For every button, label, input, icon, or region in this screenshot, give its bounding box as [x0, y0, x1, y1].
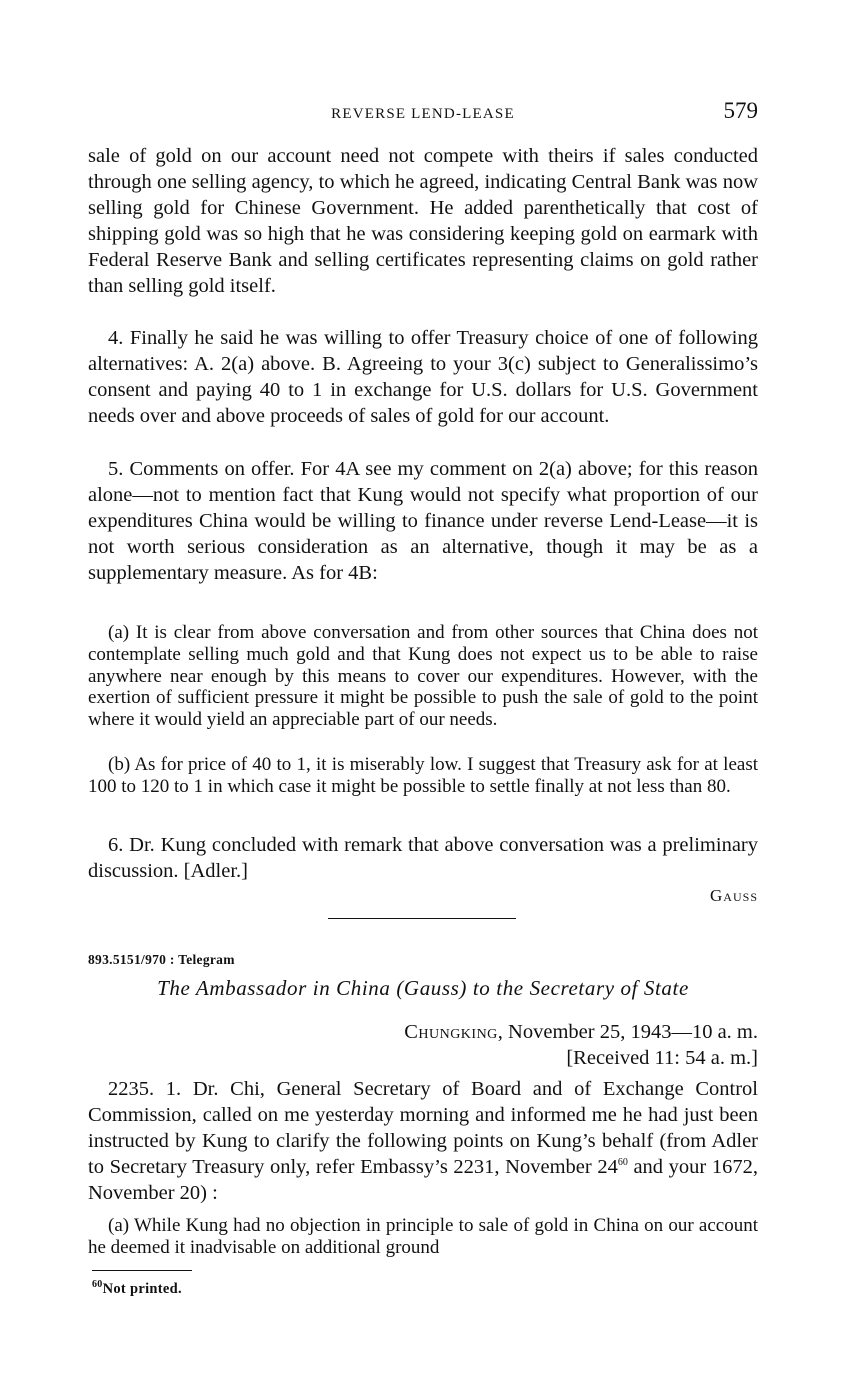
footnote-marker: 60 [92, 1279, 103, 1291]
paragraph-2235 [88, 1076, 758, 1206]
paragraph-text: (b) As for price of 40 to 1, it is miserably low. I suggest that Treasury ask for at least 100 to 120 to 1 in which case it might be possible to settle finally at not less than 80. [88, 754, 758, 797]
paragraph-text: (a) While Kung had no objection in principle to sale of gold in China on our account he deemed it inadvisable on additional ground [88, 1215, 758, 1258]
paragraph-text: sale of gold on our account need not compete with theirs if sales conducted through one selling agency, to which he agreed, indicating Central Bank was now selling gold for Chinese Government. He added parenthetically that cost of shipping gold was so high that he was considering keeping gold on earmark with Federal Reserve Bank and selling certificates representing claims on gold rather than selling gold itself. [88, 145, 758, 297]
dateline-date: , November 25, 1943—10 a. m. [497, 1021, 758, 1043]
paragraph-4 [88, 325, 758, 429]
paragraph-text: 4. Finally he said he was willing to offer Treasury choice of one of following alternatives: A. 2(a) above. B. Agreeing to your 3(c) subject to Generalissimo’s consent and paying 40 to 1 in exchange for U.S. dollars for U.S. Government needs over and above proceeds of sales of gold for our account. [88, 327, 758, 427]
paragraph-text-part2: and your 1672, November 20) : [88, 1156, 758, 1204]
section-divider [328, 918, 516, 919]
paragraph-text: 5. Comments on offer. For 4A see my comment on 2(a) above; for this reason alone—not to mention fact that Kung would not specify what proportion of our expenditures China would be willing to finance under reverse Lend-Lease—it is not worth serious consideration as an alternative, though it may be as a supplementary measure. As for 4B: [88, 458, 758, 584]
footnote-rule [92, 1270, 192, 1271]
subparagraph-a [88, 622, 758, 731]
footnote-text: Not printed. [102, 1281, 182, 1297]
paragraph-5 [88, 456, 758, 586]
dateline [88, 1019, 758, 1045]
footnote-reference: 60 [617, 1157, 628, 1169]
page-number: 579 [723, 98, 758, 123]
paragraph-text-part1: 2235. 1. Dr. Chi, General Secretary of Board and of Exchange Control Commission, called on me yesterday morning and informed me he had just been instructed by Kung to clarify the following points on Kung’s behalf (from Adler to Secretary Treasury only, refer Embassy’s 2231, November 24 [88, 1078, 758, 1178]
paragraph-continuation [88, 143, 758, 299]
signature: Gauss [710, 886, 758, 905]
subparagraph-b [88, 754, 758, 798]
running-title: REVERSE LEND-LEASE [331, 106, 515, 122]
paragraph-text: (a) It is clear from above conversation and from other sources that China does not contemplate selling much gold and that Kung does not expect us to be able to raise anywhere near enough by this means to cover our expenditures. However, with the exertion of sufficient pressure it might be possible to push the sale of gold to the point where it would yield an appreciable part of our needs. [88, 622, 758, 731]
running-head [88, 98, 758, 128]
document-title: The Ambassador in China (Gauss) to the Secretary of State [157, 976, 689, 1000]
paragraph-6 [88, 832, 758, 884]
footnote [92, 1281, 762, 1298]
dateline-place: Chungking [404, 1021, 498, 1043]
subparagraph-a2 [88, 1215, 758, 1259]
file-reference: 893.5151/970 : Telegram [88, 952, 235, 967]
received-line: [Received 11: 54 a. m.] [566, 1047, 758, 1069]
paragraph-text [88, 1076, 758, 1206]
paragraph-text: 6. Dr. Kung concluded with remark that above conversation was a preliminary discussion. [Adler.] [88, 834, 758, 882]
